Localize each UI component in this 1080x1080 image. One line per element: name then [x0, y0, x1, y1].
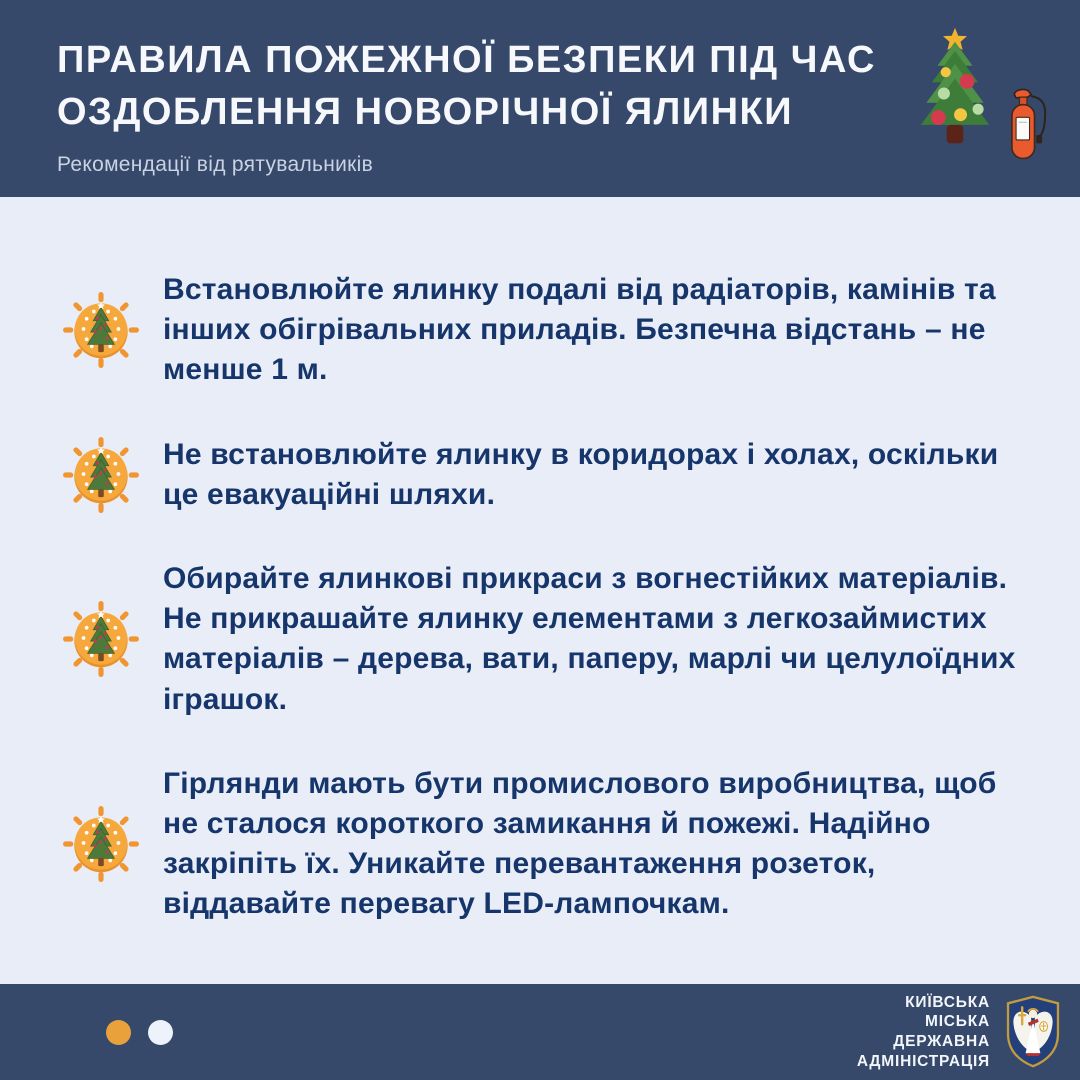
- sun-christmas-tree-icon: [62, 600, 140, 678]
- header-band: [0, 0, 1080, 197]
- fire-extinguisher-icon: [1002, 82, 1052, 166]
- rules-list: [0, 197, 1080, 924]
- list-item: [62, 764, 1022, 925]
- page-subtitle: Рекомендації від рятувальників: [57, 153, 374, 177]
- carousel-page-dots: [106, 1020, 173, 1045]
- list-item: [62, 435, 1022, 515]
- list-item-text: Не встановлюйте ялинку в коридорах і холах, оскільки це евакуаційні шляхи.: [163, 437, 999, 511]
- list-item-text: Гірлянди мають бути промислового виробництва, щоб не сталося короткого замикання й пожежі. Надійно закріпіть їх. Уникайте перевантаження розеток, віддавайте перевагу LED-лампочкам.: [163, 766, 997, 921]
- organization-name-line4: АДМІНІСТРАЦІЯ: [856, 1052, 990, 1070]
- list-item: [62, 559, 1022, 720]
- sun-christmas-tree-icon: [62, 436, 140, 514]
- kyiv-administration-emblem-icon: [1003, 995, 1063, 1069]
- page-dot-active: [106, 1020, 131, 1045]
- list-item-text: Встановлюйте ялинку подалі від радіаторів, камінів та інших обігрівальних приладів. Безпечна відстань – не менше 1 м.: [163, 273, 996, 387]
- organization-name-line2: МІСЬКА: [924, 1013, 990, 1031]
- list-item-text: Обирайте ялинкові прикраси з вогнестійких матеріалів. Не прикрашайте ялинку елементами з легкозаймистих матеріалів – дерева, вати, паперу, марлі чи целулоїдних іграшок.: [163, 561, 1016, 716]
- header-graphics: [904, 26, 1052, 148]
- sun-christmas-tree-icon: [62, 805, 140, 883]
- footer-branding: [857, 993, 1063, 1072]
- organization-name-line3: ДЕРЖАВНА: [893, 1033, 990, 1050]
- list-item: [62, 270, 1022, 391]
- organization-name: [857, 993, 990, 1072]
- page-title-line2: ОЗДОБЛЕННЯ НОВОРІЧНОЇ ЯЛИНКИ: [57, 91, 794, 134]
- sun-christmas-tree-icon: [62, 291, 140, 369]
- organization-name-line1: КИЇВСЬКА: [905, 993, 990, 1011]
- page-title-line1: ПРАВИЛА ПОЖЕЖНОЇ БЕЗПЕКИ ПІД ЧАС: [57, 39, 876, 81]
- christmas-tree-icon: [904, 26, 1006, 148]
- footer-band: [0, 984, 1080, 1080]
- page-dot-inactive: [148, 1020, 173, 1045]
